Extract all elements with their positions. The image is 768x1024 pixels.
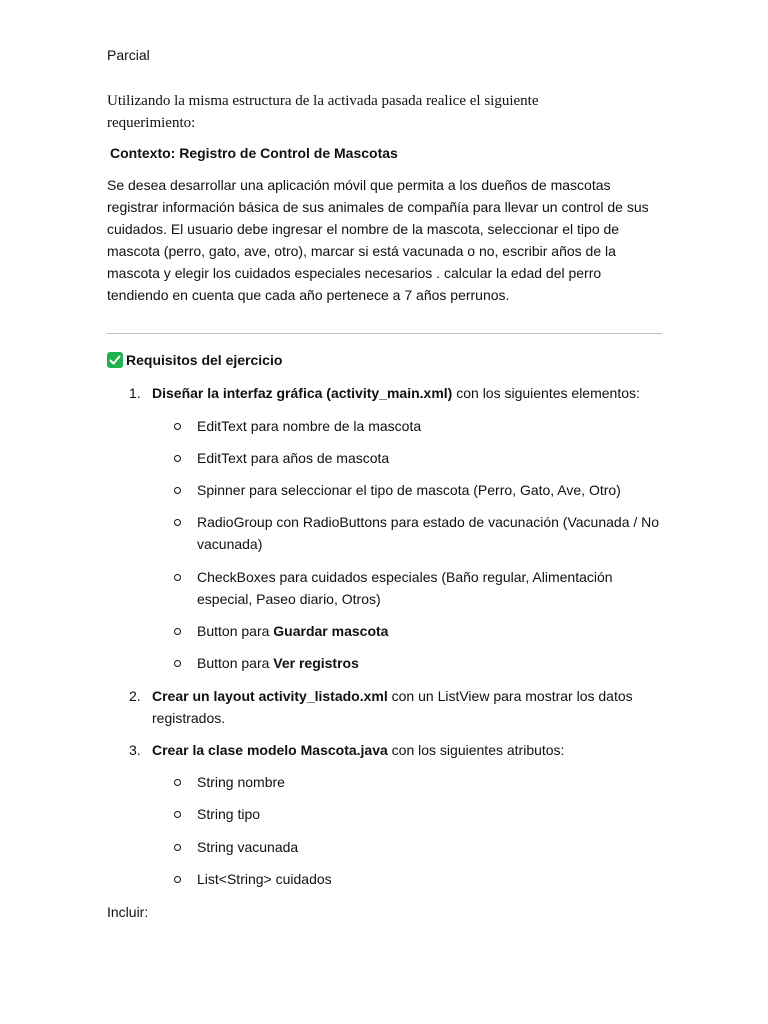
bullet-text-pre: Button para (197, 655, 274, 671)
intro-paragraph: Utilizando la misma estructura de la activada pasada realice el siguiente requerimiento: (107, 93, 539, 131)
hollow-bullet-icon (174, 811, 181, 818)
list-item-bold: Crear un layout activity_listado.xml (152, 688, 388, 704)
horizontal-divider (107, 333, 662, 334)
bullet-text: CheckBoxes para cuidados especiales (Baño regular, Alimentación especial, Paseo diario, Otros) (197, 569, 613, 607)
requirements-heading (107, 350, 282, 370)
list-item-text (152, 685, 662, 729)
check-mark-icon (107, 352, 123, 368)
page-header: Parcial (107, 47, 150, 63)
hollow-bullet-icon (174, 487, 181, 494)
list-number: 1. (129, 385, 141, 401)
list-item-text (152, 739, 662, 761)
list-item-bold: Diseñar la interfaz gráfica (activity_main.xml) (152, 385, 453, 401)
hollow-bullet-icon (174, 519, 181, 526)
bullet-text: RadioGroup con RadioButtons para estado de vacunación (Vacunada / No vacunada) (197, 514, 660, 552)
bullet-text: EditText para años de mascota (197, 450, 390, 466)
hollow-bullet-icon (174, 628, 181, 635)
list-item-bold: Crear la clase modelo Mascota.java (152, 742, 388, 758)
list-number: 3. (129, 742, 141, 758)
list-number: 2. (129, 688, 141, 704)
hollow-bullet-icon (174, 660, 181, 667)
hollow-bullet-icon (174, 844, 181, 851)
bullet-text (197, 652, 662, 674)
context-paragraph: Se desea desarrollar una aplicación móvil que permita a los dueños de mascotas registrar información básica de sus animales de compañía para llevar un control de sus cuidados. El usuario debe ingresar el nombre de la mascota, seleccionar el tipo de mascota (perro, gato, ave, otro), marcar si está vacunada o no, escribir años de la mascota y elegir los cuidados especiales necesarios . calcular la edad del perro tendiendo en cuenta que cada año pertenece a 7 años perrunos. (107, 177, 649, 303)
bullet-text: List<String> cuidados (197, 871, 332, 887)
footer-text: Incluir: (107, 904, 149, 920)
bullet-text-bold: Ver registros (273, 655, 359, 671)
bullet-text: String nombre (197, 774, 285, 790)
hollow-bullet-icon (174, 423, 181, 430)
list-item-rest: con los siguientes atributos: (387, 742, 565, 758)
hollow-bullet-icon (174, 779, 181, 786)
hollow-bullet-icon (174, 574, 181, 581)
list-item-rest: con los siguientes elementos: (452, 385, 640, 401)
bullet-text: String tipo (197, 806, 261, 822)
list-item-text (152, 382, 662, 404)
requirements-heading-text: Requisitos del ejercicio (126, 352, 283, 368)
bullet-text: String vacunada (197, 839, 299, 855)
bullet-text-bold: Guardar mascota (273, 623, 389, 639)
bullet-text: Spinner para seleccionar el tipo de mascota (Perro, Gato, Ave, Otro) (197, 482, 621, 498)
bullet-text: EditText para nombre de la mascota (197, 418, 422, 434)
bullet-text (197, 620, 662, 642)
hollow-bullet-icon (174, 455, 181, 462)
bullet-text-pre: Button para (197, 623, 274, 639)
context-title: Contexto: Registro de Control de Mascotas (110, 145, 398, 161)
list-item-rest: con un ListView para mostrar los datos registrados. (152, 688, 633, 726)
hollow-bullet-icon (174, 876, 181, 883)
